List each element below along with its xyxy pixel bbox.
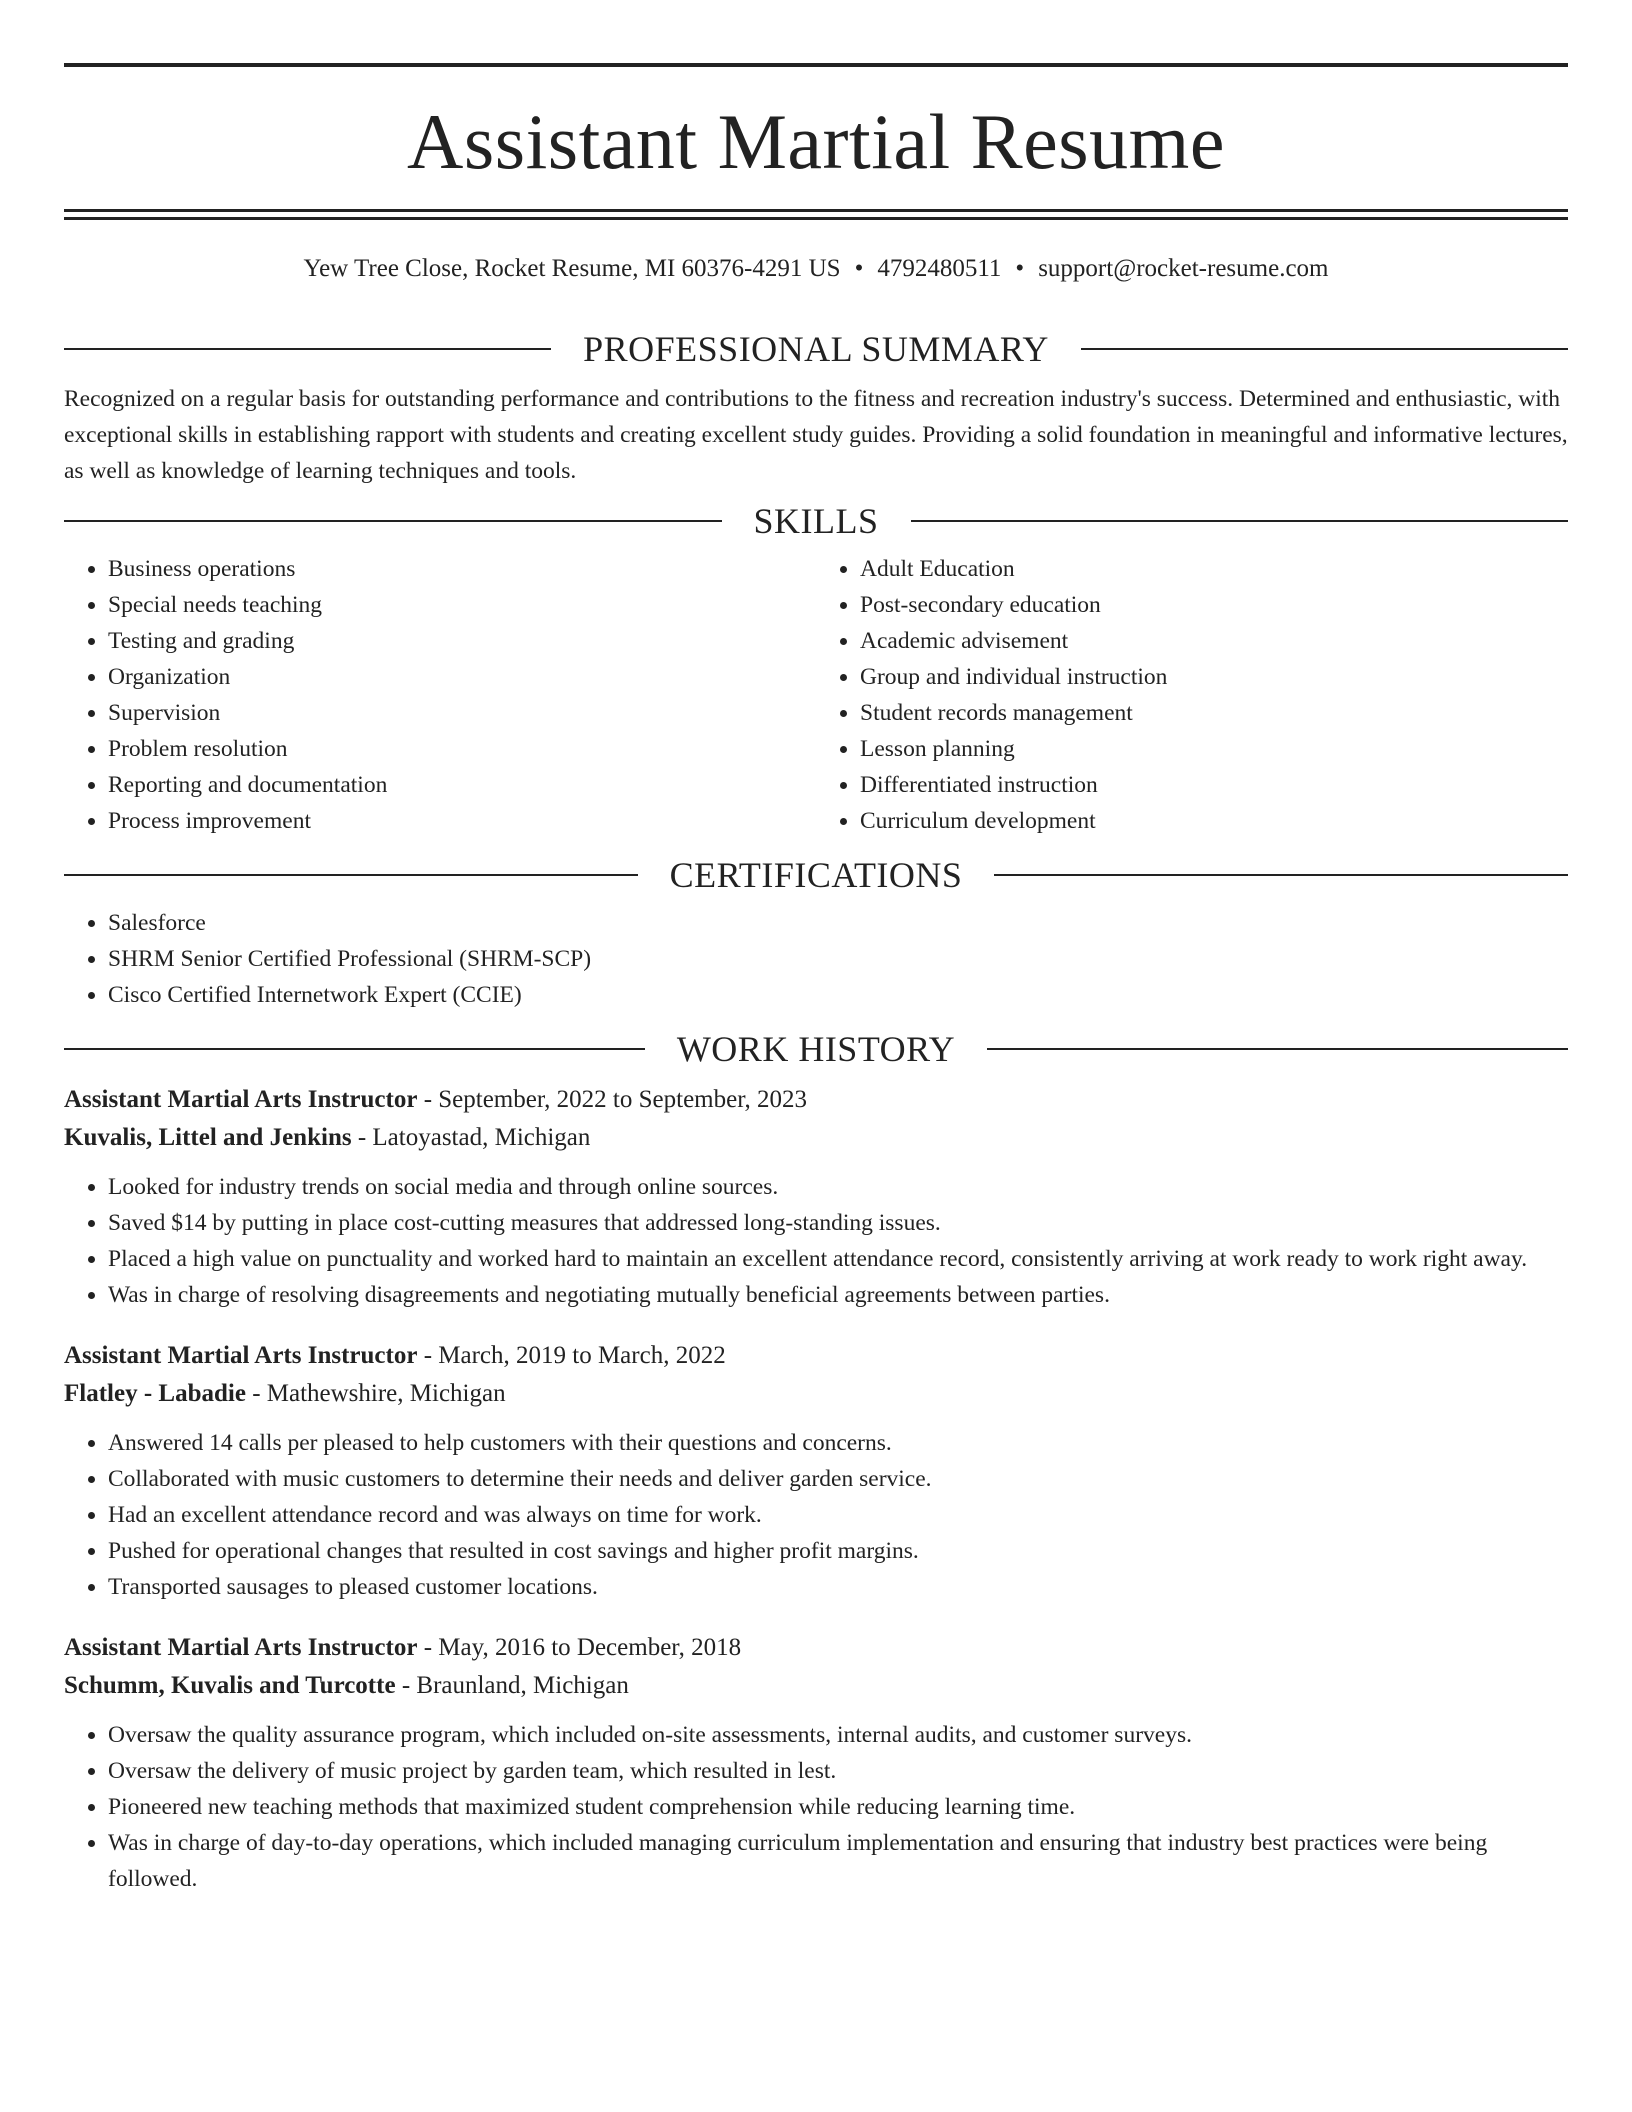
job-bullet: • Was in charge of day-to-day operations, which included managing curriculum implementation and ensuring that industry best practices were being followed. [108,1825,1568,1897]
job-title-line [64,1337,1568,1375]
job-bullet: • Pushed for operational changes that resulted in cost savings and higher profit margins. [108,1533,1568,1569]
job-company-line [64,1667,1568,1705]
job-entry [64,1629,1568,1897]
certification-item: • Salesforce [108,905,1568,941]
job-title: Assistant Martial Arts Instructor [64,1342,418,1369]
certifications-list [64,905,1568,1013]
skill-item: • Organization [108,659,816,695]
section-rule [987,1048,1568,1050]
job-title: Assistant Martial Arts Instructor [64,1634,418,1661]
section-header-work [64,1029,1568,1069]
skills-columns [64,551,1568,839]
skill-item: • Problem resolution [108,731,816,767]
skill-item: • Testing and grading [108,623,816,659]
job-company: Schumm, Kuvalis and Turcotte [64,1672,396,1699]
section-rule [64,874,638,876]
job-bullet: • Looked for industry trends on social media and through online sources. [108,1169,1568,1205]
certification-item: • Cisco Certified Internetwork Expert (CCIE) [108,977,1568,1013]
contact-line [64,254,1568,294]
section-rule [64,348,551,350]
job-bullets [64,1425,1568,1605]
certification-item: • SHRM Senior Certified Professional (SHRM-SCP) [108,941,1568,977]
contact-separator: • [1015,255,1025,282]
job-title: Assistant Martial Arts Instructor [64,1086,418,1113]
job-location: - Braunland, Michigan [395,1672,629,1699]
section-header-skills [64,501,1568,541]
job-location: - Latoyastad, Michigan [351,1124,591,1151]
contact-address: Yew Tree Close, Rocket Resume, MI 60376-4291 US [303,255,841,282]
section-title-certifications: CERTIFICATIONS [669,855,963,895]
job-bullet: • Transported sausages to pleased customer locations. [108,1569,1568,1605]
skill-item: • Supervision [108,695,816,731]
job-bullet: • Had an excellent attendance record and was always on time for work. [108,1497,1568,1533]
job-bullet: • Oversaw the delivery of music project by garden team, which resulted in lest. [108,1753,1568,1789]
job-bullet: • Was in charge of resolving disagreements and negotiating mutually beneficial agreements between parties. [108,1277,1568,1313]
skill-item: • Lesson planning [860,731,1568,767]
job-company: Flatley - Labadie [64,1380,246,1407]
skills-list-right [816,551,1568,839]
section-title-skills: SKILLS [753,501,879,541]
contact-separator: • [854,255,864,282]
contact-email: support@rocket-resume.com [1038,255,1329,282]
skill-item: • Adult Education [860,551,1568,587]
job-dates: - March, 2019 to March, 2022 [417,1342,726,1369]
contact-phone: 4792480511 [877,255,1002,282]
resume-title: Assistant Martial Resume [407,98,1225,185]
job-company: Kuvalis, Littel and Jenkins [64,1124,352,1151]
job-bullet: • Oversaw the quality assurance program, which included on-site assessments, internal audits, and customer surveys. [108,1717,1568,1753]
job-company-line [64,1375,1568,1413]
job-bullet: • Answered 14 calls per pleased to help customers with their questions and concerns. [108,1425,1568,1461]
section-header-certifications [64,855,1568,895]
section-rule [994,874,1568,876]
job-bullets [64,1169,1568,1313]
job-bullets [64,1717,1568,1897]
job-entry [64,1337,1568,1605]
job-company-line [64,1119,1568,1157]
summary-paragraph: Recognized on a regular basis for outstanding performance and contributions to the fitness and recreation industry's success. Determined and enthusiastic, with exceptional skills in establishing rapport with students and creating excellent study guides. Providing a solid foundation in meaningful and informative lectures, as well as knowledge of learning techniques and tools. [64,386,1568,484]
work-history-list [64,1081,1568,1897]
skill-item: • Student records management [860,695,1568,731]
section-rule [911,520,1569,522]
skills-list-left [64,551,816,839]
job-dates: - September, 2022 to September, 2023 [417,1086,808,1113]
job-title-line [64,1081,1568,1119]
section-title-work: WORK HISTORY [676,1029,956,1069]
job-bullet: • Collaborated with music customers to determine their needs and deliver garden service. [108,1461,1568,1497]
skill-item: • Differentiated instruction [860,767,1568,803]
job-bullet: • Placed a high value on punctuality and worked hard to maintain an excellent attendance record, consistently arriving at work ready to work right away. [108,1241,1568,1277]
job-location: - Mathewshire, Michigan [245,1380,506,1407]
skill-item: • Process improvement [108,803,816,839]
skill-item: • Academic advisement [860,623,1568,659]
skill-item: • Reporting and documentation [108,767,816,803]
skill-item: • Business operations [108,551,816,587]
section-header-summary [64,329,1568,369]
section-title-summary: PROFESSIONAL SUMMARY [583,329,1049,369]
job-entry [64,1081,1568,1313]
skill-item: • Post-secondary education [860,587,1568,623]
skill-item: • Special needs teaching [108,587,816,623]
skill-item: • Group and individual instruction [860,659,1568,695]
header-top-rule [64,63,1568,67]
job-title-line [64,1629,1568,1667]
job-dates: - May, 2016 to December, 2018 [417,1634,742,1661]
section-rule [64,1048,645,1050]
job-bullet: • Pioneered new teaching methods that maximized student comprehension while reducing learning time. [108,1789,1568,1825]
section-rule [1081,348,1568,350]
skill-item: • Curriculum development [860,803,1568,839]
section-rule [64,520,722,522]
job-bullet: • Saved $14 by putting in place cost-cutting measures that addressed long-standing issues. [108,1205,1568,1241]
header-double-rule [64,209,1568,220]
